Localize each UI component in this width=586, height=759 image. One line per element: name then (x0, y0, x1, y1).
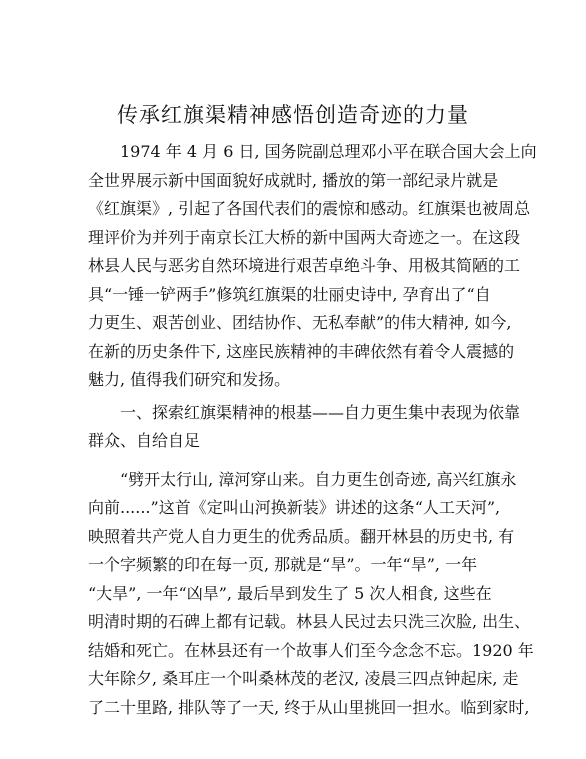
text-line: 了二十里路, 排队等了一天, 终于从山里挑回一担水。临到家时, (88, 697, 530, 717)
text-line: 映照着共产党人自力更生的优秀品质。翻开林县的历史书, 有 (88, 526, 515, 546)
text-line: “劈开太行山, 漳河穿山来。自力更生创奇迹, 高兴红旗永 (120, 469, 517, 489)
text-line: “大旱”, 一年“凶旱”, 最后旱到发生了 5 次人相食, 这些在 (88, 583, 492, 603)
text-line: 向前......”这首《定叫山河换新装》讲述的这条“人工天河”, (88, 498, 501, 517)
document-body (88, 138, 537, 722)
text-line: 在新的历史条件下, 这座民族精神的丰碑依然有着令人震撼的 (88, 341, 515, 361)
text-line: 魅力, 值得我们研究和发扬。 (88, 370, 291, 389)
document-title: 传承红旗渠精神感悟创造奇迹的力量 (117, 103, 469, 127)
text-line: 1974 年 4 月 6 日, 国务院副总理邓小平在联合国大会上向 (120, 142, 537, 161)
text-line: 力更生、艰苦创业、团结协作、无私奉献”的伟大精神, 如今, (88, 313, 512, 332)
section-heading (88, 399, 521, 456)
text-line: 《红旗渠》, 引起了各国代表们的震惊和感动。红旗渠也被周总 (88, 199, 531, 218)
text-line: 大年除夕, 桑耳庄一个叫桑林茂的老汉, 凌晨三四点钟起床, 走 (88, 669, 519, 688)
heading-line: 群众、自给自足 (88, 431, 201, 450)
text-line: 具“一锤一铲两手”修筑红旗渠的壮丽史诗中, 孕育出了“自 (88, 284, 491, 304)
text-line: 结婚和死亡。在林县还有一个故事人们至今念念不忘。1920 年 (88, 640, 534, 660)
heading-line: 一、探索红旗渠精神的根基——自力更生集中表现为依靠 (120, 402, 521, 422)
paragraph-section1 (88, 466, 534, 723)
text-line: 林县人民与恶劣自然环境进行艰苦卓绝斗争、用极其简陋的工 (88, 256, 521, 275)
text-line: 理评价为并列于南京长江大桥的新中国两大奇迹之一。在这段 (88, 227, 521, 247)
spacer (88, 456, 504, 466)
text-line: 明清时期的石碑上都有记载。林县人民过去只洗三次脸, 出生、 (88, 612, 531, 631)
text-line: 一个字频繁的印在每一页, 那就是“旱”。一年“旱”, 一年 (88, 555, 478, 574)
text-line: 全世界展示新中国面貌好成就时, 播放的第一部纪录片就是 (88, 170, 499, 190)
paragraph-intro (88, 138, 537, 395)
